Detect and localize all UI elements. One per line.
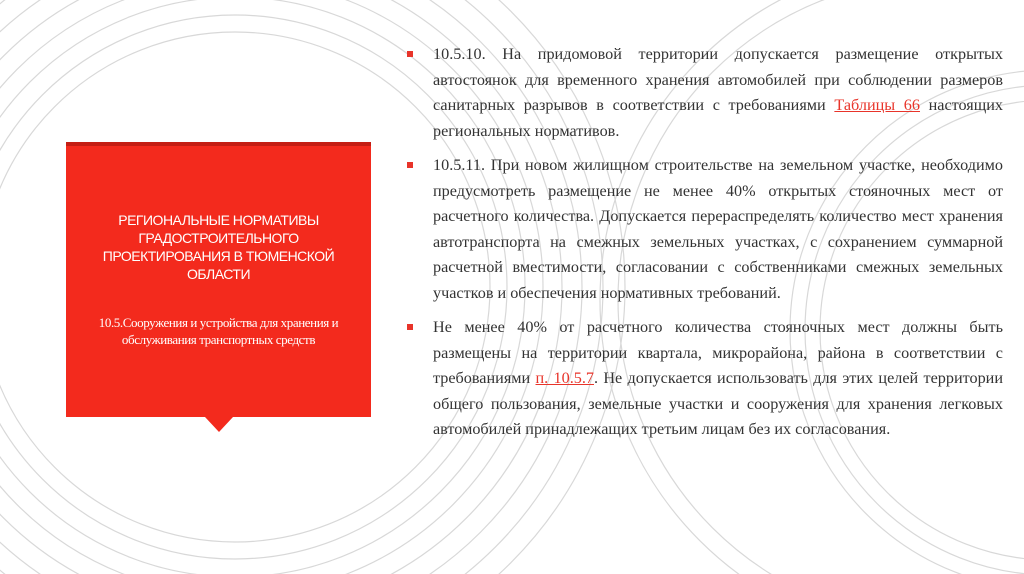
title-panel-top-band (66, 142, 371, 146)
paragraph-text: 10.5.10. На придомовой территории допускается размещение открытых автостоянок для временного хранения автомобилей при соблюдении размеров санитарных разрывов в соответствии с требованиями (433, 45, 1003, 114)
paragraph-parking-share (403, 315, 1003, 443)
paragraph-text: Не менее 40% от расчетного количества стояночных мест должны быть размещены на территории квартала, микрорайона, района в соответствии с требованиями (433, 318, 1003, 387)
paragraph-text: . Не допускается использовать для этих целей территории общего пользования, земельные участки и сооружения для хранения легковых автомобилей принадлежащих третьим лицам без их согласования. (433, 369, 1003, 438)
square-bullet-icon (407, 51, 413, 57)
slide-title: РЕГИОНАЛЬНЫЕ НОРМАТИВЫ ГРАДОСТРОИТЕЛЬНОГО ПРОЕКТИРОВАНИЯ В ТЮМЕНСКОЙ ОБЛАСТИ (102, 212, 335, 282)
square-bullet-icon (407, 324, 413, 330)
slide-subtitle: 10.5.Сооружения и устройства для хранения и обслуживания транспортных средств (98, 315, 339, 347)
content-area (403, 42, 1003, 452)
clause-10-5-7-link[interactable]: п. 10.5.7 (535, 369, 594, 387)
title-panel-pointer (205, 417, 233, 432)
paragraph-text: 10.5.11. При новом жилищном строительстве на земельном участке, необходимо предусмотреть размещение не менее 40% открытых стояночных мест от расчетного количества. Допускается перераспределять количество мест хранения автотранспорта на смежных земельных участках, с сохранением суммарной расчетной вместимости, согласовании с собственниками смежных земельных участков и обеспечения нормативных требований. (433, 156, 1003, 302)
paragraph-10-5-10 (403, 42, 1003, 144)
square-bullet-icon (407, 162, 413, 168)
paragraph-10-5-11 (403, 153, 1003, 306)
table-66-link[interactable]: Таблицы 66 (834, 96, 920, 114)
paragraph-text: настоящих региональных нормативов. (433, 96, 1003, 140)
